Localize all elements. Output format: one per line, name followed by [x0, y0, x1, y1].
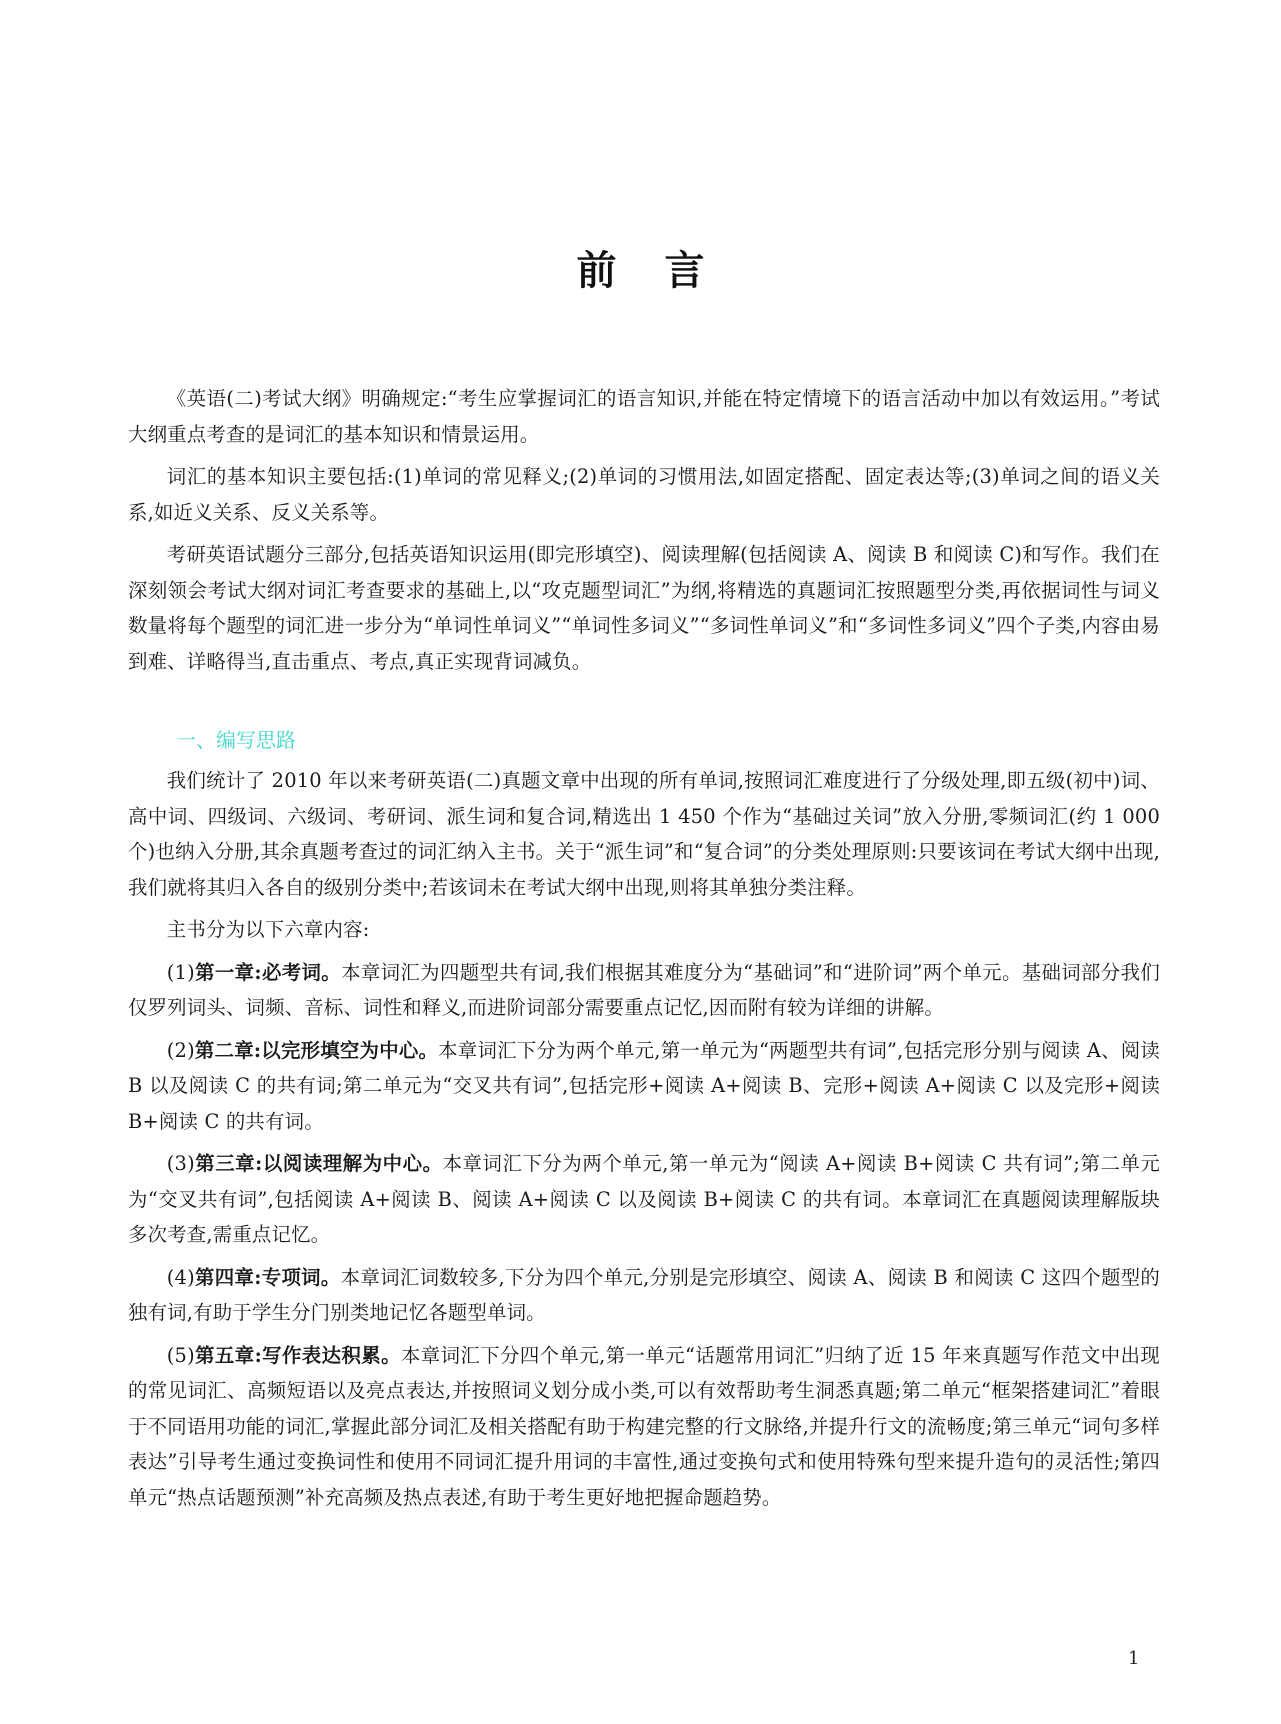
intro-paragraph-1: 《英语(二)考试大纲》明确规定:“考生应掌握词汇的语言知识,并能在特定情境下的语言活动中加以有效运用。”考试大纲重点考查的是词汇的基本知识和情景运用。: [128, 387, 1160, 446]
chapter-item-2: [128, 1033, 1160, 1140]
page-content: [128, 381, 1160, 1522]
section-heading-writing-ideas: 一、编写思路: [176, 728, 296, 752]
chapter-description: 本章词汇下分四个单元,第一单元“话题常用词汇”归纳了近 15 年来真题写作范文中出现的常见词汇、高频短语以及亮点表达,并按照词义划分成小类,可以有效帮助考生洞悉真题;第二单元“框架搭建词汇”着眼于不同语用功能的词汇,掌握此部分词汇及相关搭配有助于构建完整的行文脉络,并提升行文的流畅度;第三单元“词句多样表达”引导考生通过变换词性和使用不同词汇提升用词的丰富性,通过变换句式和使用特殊句型来提升造句的灵活性;第四单元“热点话题预测”补充高频及热点表述,有助于考生更好地把握命题趋势。: [128, 1343, 1161, 1509]
chapter-description: 本章词汇为四题型共有词,我们根据其难度分为“基础词”和“进阶词”两个单元。基础词部分我们仅罗列词头、词频、音标、词性和释义,而进阶词部分需要重点记忆,因而附有较为详细的讲解。: [128, 960, 1160, 1019]
intro-paragraph-3: 考研英语试题分三部分,包括英语知识运用(即完形填空)、阅读理解(包括阅读 A、阅读 B 和阅读 C)和写作。我们在深刻领会考试大纲对词汇考查要求的基础上,以“攻克题型词汇”为纲,将精选的真题词汇按照题型分类,再依据词性与词义数量将每个题型的词汇进一步分为“单词性单词义”“单词性多词义”“多词性单词义”和“多词性多词义”四个子类,内容由易到难、详略得当,直击重点、考点,真正实现背词减负。: [128, 543, 1160, 673]
intro-paragraph-2: 词汇的基本知识主要包括:(1)单词的常见释义;(2)单词的习惯用法,如固定搭配、固定表达等;(3)单词之间的语义关系,如近义关系、反义关系等。: [128, 465, 1160, 524]
chapter-title: 第一章:必考词。: [194, 960, 342, 984]
chapter-number: (5): [166, 1343, 195, 1367]
chapter-number: (2): [166, 1038, 195, 1062]
chapter-description: 本章词汇下分为两个单元,第一单元为“阅读 A+阅读 B+阅读 C 共有词”;第二单元为“交叉共有词”,包括阅读 A+阅读 B、阅读 A+阅读 C 以及阅读 B+阅读 C 的共有词。本章词汇在真题阅读理解版块多次考查,需重点记忆。: [128, 1152, 1160, 1246]
chapter-title: 第三章:以阅读理解为中心。: [194, 1152, 443, 1175]
chapter-item-3: [128, 1146, 1160, 1253]
section1-paragraph-1: 我们统计了 2010 年以来考研英语(二)真题文章中出现的所有单词,按照词汇难度进行了分级处理,即五级(初中)词、高中词、四级词、六级词、考研词、派生词和复合词,精选出 1 450 个作为“基础过关词”放入分册,零频词汇(约 1 000 个)也纳入分册,其余真题考查过的词汇纳入主书。关于“派生词”和“复合词”的分类处理原则:只要该词在考试大纲中出现,我们就将其归入各自的级别分类中;若该词未在考试大纲中出现,则将其单独分类注释。: [128, 769, 1160, 899]
chapter-item-4: [128, 1260, 1160, 1331]
chapter-item-1: [128, 955, 1160, 1026]
chapter-description: 本章词汇词数较多,下分为四个单元,分别是完形填空、阅读 A、阅读 B 和阅读 C 这四个题型的独有词,有助于学生分门别类地记忆各题型单词。: [128, 1265, 1160, 1324]
chapter-item-5: [128, 1338, 1160, 1516]
chapter-number: (1): [166, 960, 195, 984]
page-number: 1: [1128, 1648, 1140, 1669]
section1-paragraph-2: 主书分为以下六章内容:: [166, 918, 370, 941]
chapter-title: 第四章:专项词。: [194, 1265, 341, 1289]
chapter-description: 本章词汇下分为两个单元,第一单元为“两题型共有词”,包括完形分别与阅读 A、阅读 B 以及阅读 C 的共有词;第二单元为“交叉共有词”,包括完形+阅读 A+阅读 B、完形+阅读 A+阅读 C 以及完形+阅读 B+阅读 C 的共有词。: [128, 1038, 1160, 1133]
page-title: 前言: [576, 247, 753, 294]
chapter-number: (4): [166, 1265, 195, 1289]
chapter-title: 第五章:写作表达积累。: [194, 1343, 401, 1367]
chapter-title: 第二章:以完形填空为中心。: [194, 1038, 439, 1062]
chapter-number: (3): [166, 1152, 195, 1175]
